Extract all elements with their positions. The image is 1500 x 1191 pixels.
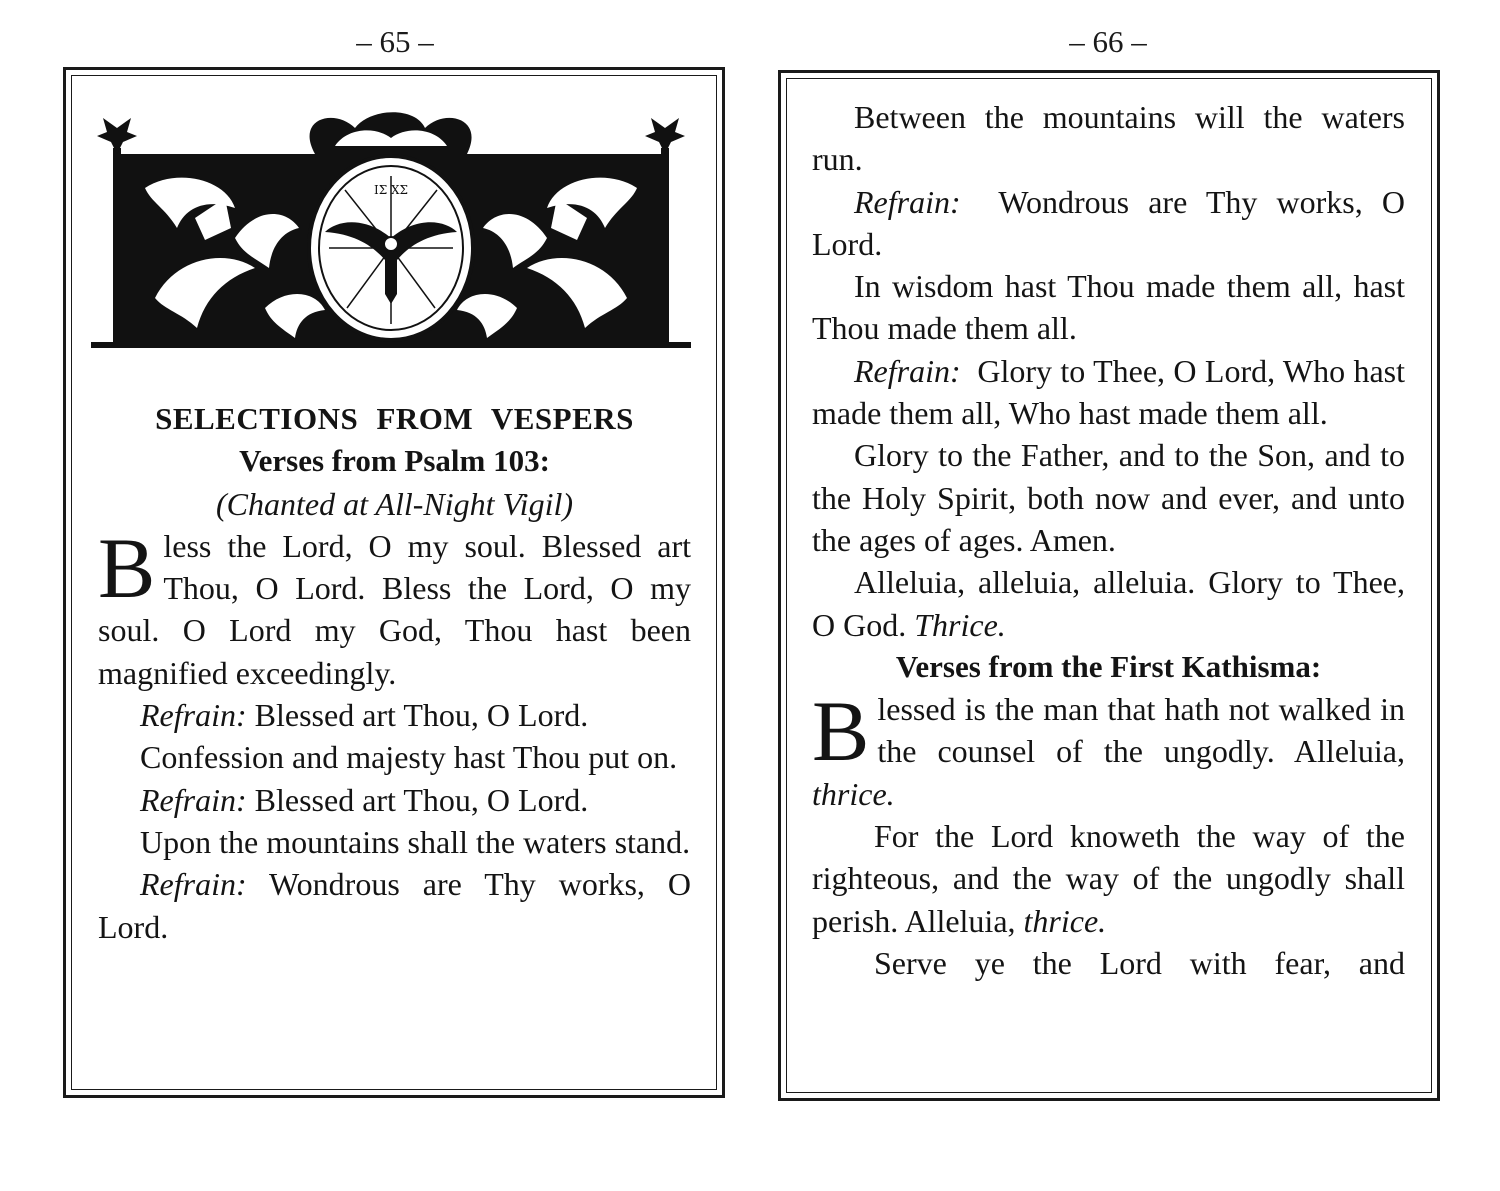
refrain-line [98, 694, 691, 736]
refrain-label: Refrain: [140, 866, 247, 903]
first-verse-text: less the Lord, O my soul. Blessed art Thou, O Lord. Bless the Lord, O my soul. O Lord my God, Thou hast been magnified exceedingly. [98, 527, 691, 691]
verse-line: In wisdom hast Thou made them all, hast Thou made them all. [812, 268, 1405, 347]
refrain-label: Refrain: [140, 781, 247, 818]
ornament-inscription: ΙΣ ΧΣ [373, 183, 409, 197]
verse-line: Upon the mountains shall the waters stand. [140, 823, 691, 860]
thrice-label: thrice. [1023, 902, 1107, 939]
thrice-label: Thrice. [914, 606, 1006, 643]
left-page-text [98, 398, 691, 948]
first-verse [98, 519, 691, 694]
kathisma-verse-1 [812, 683, 1405, 815]
page-number-left: – 65 – [356, 24, 434, 59]
refrain-text: Blessed art Thou, O Lord. [254, 781, 589, 818]
page-title: SELECTIONS FROM VESPERS [155, 401, 634, 436]
refrain-text: Glory to Thee, O Lord, Who hast made them all, Who hast made them all. [812, 352, 1406, 432]
alleluia-line [812, 561, 1405, 646]
doxology: Glory to the Father, and to the Son, and to the Holy Spirit, both now and ever, and unto the ages of ages. Amen. [812, 437, 1405, 558]
kathisma-verse-3: Serve ye the Lord with fear, and [874, 944, 1405, 981]
refrain-line [812, 181, 1405, 266]
refrain-line [98, 779, 691, 821]
kathisma-verse-1-text: lessed is the man that hath not walked in the counsel of the ungodly. Alleluia, [877, 691, 1405, 770]
refrain-label: Refrain: [854, 352, 961, 389]
psalm-heading: Verses from Psalm 103: [239, 443, 550, 479]
alleluia-text: Alleluia, alleluia, alleluia. Glory to Thee, O God. [812, 564, 1405, 643]
verse-line: Confession and majesty hast Thou put on. [140, 739, 678, 776]
chant-note: (Chanted at All-Night Vigil) [215, 485, 573, 522]
kathisma-verse-2 [812, 815, 1405, 942]
refrain-label: Refrain: [140, 697, 247, 734]
page-number-right: – 66 – [1069, 24, 1147, 59]
refrain-label: Refrain: [854, 183, 961, 220]
dropcap-letter: B [812, 683, 870, 780]
dropcap-letter: B [98, 519, 156, 616]
dove-headpiece-icon [85, 98, 697, 354]
refrain-text: Wondrous are Thy works, O Lord. [98, 866, 692, 945]
kathisma-heading: Verses from the First Kathisma: [895, 648, 1322, 684]
refrain-text: Wondrous are Thy works, O Lord. [812, 183, 1406, 262]
refrain-text: Blessed art Thou, O Lord. [254, 697, 589, 734]
kathisma-verse-2-text: For the Lord knoweth the way of the righteous, and the way of the ungodly shall perish. Alleluia, [812, 818, 1405, 939]
refrain-line [98, 863, 691, 948]
refrain-line [812, 350, 1405, 435]
right-page-text [812, 96, 1405, 984]
verse-line: Between the mountains will the waters run. [812, 99, 1405, 178]
thrice-label: thrice. [812, 775, 895, 812]
